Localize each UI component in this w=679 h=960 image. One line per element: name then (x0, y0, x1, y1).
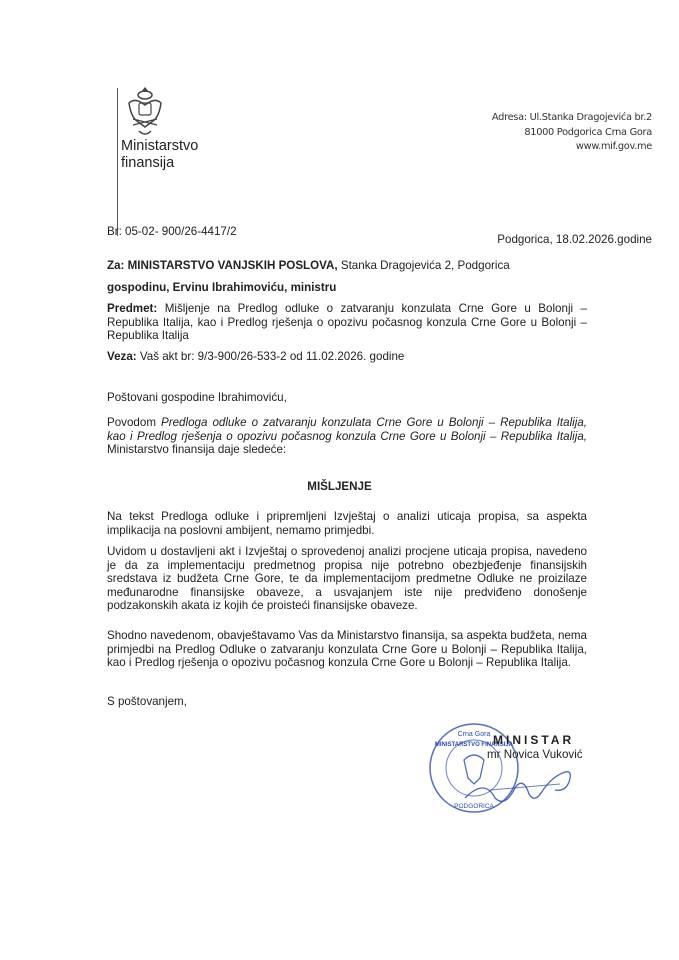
recipient-org: MINISTARSTVO VANJSKIH POSLOVA, (127, 259, 338, 272)
subject-label: Predmet: (107, 302, 158, 315)
link-label: Veza: (107, 350, 137, 363)
handwritten-signature (460, 768, 590, 813)
ministry-name-line2: finansija (121, 155, 175, 171)
reference-number: Br: 05-02- 900/26-4417/2 (107, 225, 237, 238)
stamp-text-ring: MINISTARSTVO FINANSIJA (434, 742, 514, 748)
intro-text-end: Ministarstvo finansija daje sledeće: (107, 443, 287, 457)
address-street: Adresa: Ul.Stanka Dragojevića br.2 (491, 112, 652, 123)
subject (107, 302, 587, 343)
addressee-name: gospodinu, Ervinu Ibrahimoviću, ministru (107, 281, 337, 294)
intro-paragraph (107, 416, 587, 457)
ministry-name (121, 138, 198, 172)
signatory-title: MINISTAR (493, 733, 575, 747)
closing: S poštovanjem, (107, 695, 187, 708)
letterhead-divider (117, 88, 118, 236)
recipient-line (107, 259, 510, 273)
opinion-heading (0, 480, 679, 494)
coat-of-arms-icon (125, 85, 165, 142)
reference-link (107, 350, 404, 364)
za-label: Za: (107, 259, 125, 272)
place-date: Podgorica, 18.02.2026.godine (497, 233, 652, 246)
address-city: 81000 Podgorica Crna Gora (524, 126, 652, 138)
salutation: Poštovani gospodine Ibrahimoviću, (107, 391, 287, 404)
addressee (107, 281, 336, 295)
stamp-text-top: Crna Gora (457, 731, 491, 738)
stamp-text-bottom: PODGORICA (454, 803, 494, 810)
address-block (492, 111, 652, 155)
recipient-address: Stanka Dragojevića 2, Podgorica (337, 259, 510, 272)
intro-italic: Predloga odluke o zatvaranju konzulata Crne Gore u Bolonji – Republika Italija, kao i Predlog rješenja o opozivu počasnog konzula Crne Gore u Bolonji – Republika Italija, (107, 416, 587, 443)
ministry-name-line1: Ministarstvo (121, 138, 199, 154)
intro-text: Povodom (107, 416, 162, 429)
website-link[interactable]: www.mif.gov.me (575, 141, 652, 152)
paragraph-1: Na tekst Predloga odluke i pripremljeni Izvještaj o analizi uticaja propisa, sa aspekta implikacija na poslovni ambijent, nemamo primjedbi. (107, 510, 587, 537)
subject-text: Mišljenje na Predlog odluke o zatvaranju konzulata Crne Gore u Bolonji – Republika Italija, kao i Predlog rješenja o opozivu počasnog konzula Crne Gore u Bolonji – Republika Italija (107, 302, 587, 343)
heading-text: MIŠLJENJE (307, 480, 372, 493)
paragraph-2: Uvidom u dostavljeni akt i Izvještaj o sprovedenoj analizi procjene uticaja propisa, navedeno je da za implementaciju predmetnog propisa nije potrebno obezbjeđenje finansijskih sredstava iz budžeta Crne Gore, te da implementacijom predmetne Odluke ne proizilaze međunarodne finansijske obaveze, a usvajanjem iste nije predviđeno donošenje podzakonskih akata iz kojih će proisteći finansijske obaveze. (107, 545, 587, 613)
paragraph-3: Shodno navedenom, obavještavamo Vas da Ministarstvo finansija, sa aspekta budžeta, nema primjedbi na Predlog Odluke o zatvaranju konzulata Crne Gore u Bolonji – Republika Italija, kao i Predlog rješenja o opozivu počasnog konzula Crne Gore u Bolonji – Republika Italija. (107, 629, 587, 670)
signatory-name: mr Novica Vuković (487, 748, 583, 761)
link-text: Vaš akt br: 9/3-900/26-533-2 od 11.02.2026. godine (136, 350, 405, 363)
